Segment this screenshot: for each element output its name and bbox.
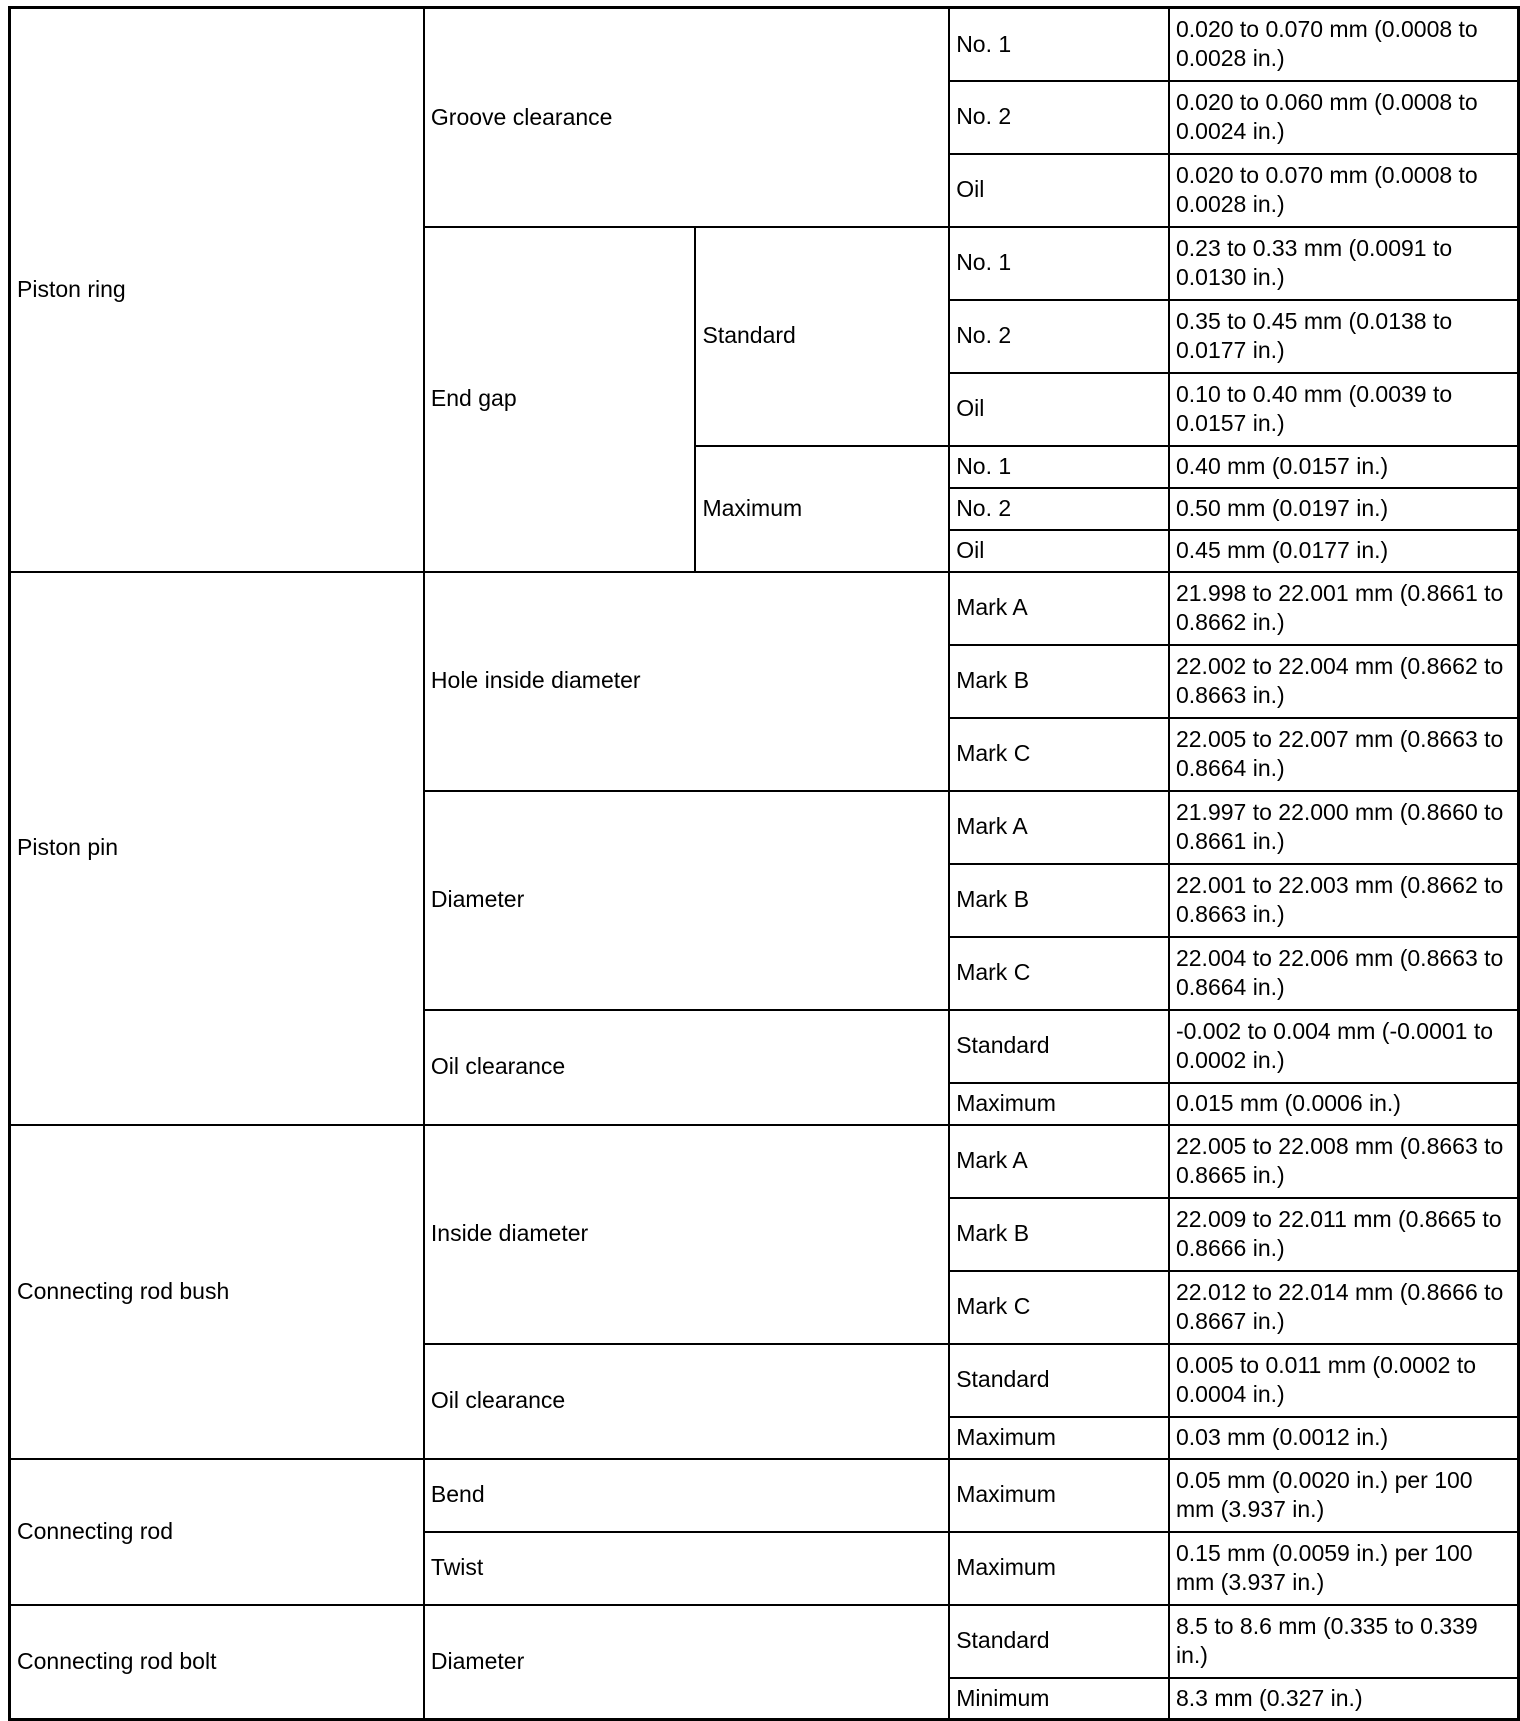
component-cell: Piston ring [10,8,424,572]
item-cell: Oil clearance [424,1010,949,1125]
item-cell: Hole inside diameter [424,572,949,791]
condition-cell: No. 1 [949,8,1169,81]
value-cell: 0.05 mm (0.0020 in.) per 100 mm (3.937 in.) [1169,1459,1519,1532]
value-cell: 0.40 mm (0.0157 in.) [1169,446,1519,488]
value-cell: 0.45 mm (0.0177 in.) [1169,530,1519,572]
item-cell: Diameter [424,791,949,1010]
condition-cell: Mark A [949,791,1169,864]
value-cell: 0.03 mm (0.0012 in.) [1169,1417,1519,1459]
condition-cell: Maximum [949,1417,1169,1459]
condition-cell: Mark C [949,1271,1169,1344]
condition-cell: Minimum [949,1678,1169,1720]
item-cell: Diameter [424,1605,949,1720]
component-cell: Connecting rod bush [10,1125,424,1459]
condition-cell: Maximum [949,1532,1169,1605]
condition-cell: No. 2 [949,300,1169,373]
condition-cell: Mark B [949,1198,1169,1271]
table-row [10,1125,1519,1198]
value-cell: 0.005 to 0.011 mm (0.0002 to 0.0004 in.) [1169,1344,1519,1417]
item-cell: Inside diameter [424,1125,949,1344]
value-cell: -0.002 to 0.004 mm (-0.0001 to 0.0002 in.) [1169,1010,1519,1083]
value-cell: 8.3 mm (0.327 in.) [1169,1678,1519,1720]
condition-cell: Mark C [949,937,1169,1010]
value-cell: 22.009 to 22.011 mm (0.8665 to 0.8666 in.) [1169,1198,1519,1271]
condition-cell: Standard [949,1344,1169,1417]
value-cell: 22.005 to 22.008 mm (0.8663 to 0.8665 in.) [1169,1125,1519,1198]
sub-item-cell: Maximum [695,446,949,572]
condition-cell: Maximum [949,1083,1169,1125]
value-cell: 0.020 to 0.070 mm (0.0008 to 0.0028 in.) [1169,8,1519,81]
condition-cell: Mark A [949,572,1169,645]
condition-cell: Oil [949,530,1169,572]
condition-cell: No. 1 [949,227,1169,300]
value-cell: 0.015 mm (0.0006 in.) [1169,1083,1519,1125]
component-cell: Piston pin [10,572,424,1125]
condition-cell: No. 1 [949,446,1169,488]
value-cell: 0.23 to 0.33 mm (0.0091 to 0.0130 in.) [1169,227,1519,300]
condition-cell: Mark C [949,718,1169,791]
component-cell: Connecting rod [10,1459,424,1605]
component-cell: Connecting rod bolt [10,1605,424,1720]
table-row [10,8,1519,81]
table-row [10,572,1519,645]
table-row [10,1605,1519,1678]
item-cell: Twist [424,1532,949,1605]
condition-cell: Mark B [949,864,1169,937]
condition-cell: Mark B [949,645,1169,718]
value-cell: 22.004 to 22.006 mm (0.8663 to 0.8664 in.) [1169,937,1519,1010]
value-cell: 22.012 to 22.014 mm (0.8666 to 0.8667 in.) [1169,1271,1519,1344]
condition-cell: Maximum [949,1459,1169,1532]
value-cell: 22.002 to 22.004 mm (0.8662 to 0.8663 in.) [1169,645,1519,718]
value-cell: 0.020 to 0.070 mm (0.0008 to 0.0028 in.) [1169,154,1519,227]
value-cell: 22.001 to 22.003 mm (0.8662 to 0.8663 in.) [1169,864,1519,937]
value-cell: 8.5 to 8.6 mm (0.335 to 0.339 in.) [1169,1605,1519,1678]
condition-cell: No. 2 [949,488,1169,530]
condition-cell: Oil [949,154,1169,227]
condition-cell: Mark A [949,1125,1169,1198]
item-cell: Groove clearance [424,8,949,227]
condition-cell: Standard [949,1605,1169,1678]
spec-table [8,6,1520,1721]
item-cell: End gap [424,227,696,572]
item-cell: Oil clearance [424,1344,949,1459]
value-cell: 21.997 to 22.000 mm (0.8660 to 0.8661 in.) [1169,791,1519,864]
value-cell: 0.15 mm (0.0059 in.) per 100 mm (3.937 in.) [1169,1532,1519,1605]
table-row [10,1459,1519,1532]
item-cell: Bend [424,1459,949,1532]
value-cell: 0.35 to 0.45 mm (0.0138 to 0.0177 in.) [1169,300,1519,373]
value-cell: 0.020 to 0.060 mm (0.0008 to 0.0024 in.) [1169,81,1519,154]
value-cell: 22.005 to 22.007 mm (0.8663 to 0.8664 in.) [1169,718,1519,791]
condition-cell: Oil [949,373,1169,446]
sub-item-cell: Standard [695,227,949,446]
condition-cell: Standard [949,1010,1169,1083]
condition-cell: No. 2 [949,81,1169,154]
value-cell: 0.10 to 0.40 mm (0.0039 to 0.0157 in.) [1169,373,1519,446]
value-cell: 0.50 mm (0.0197 in.) [1169,488,1519,530]
value-cell: 21.998 to 22.001 mm (0.8661 to 0.8662 in.) [1169,572,1519,645]
